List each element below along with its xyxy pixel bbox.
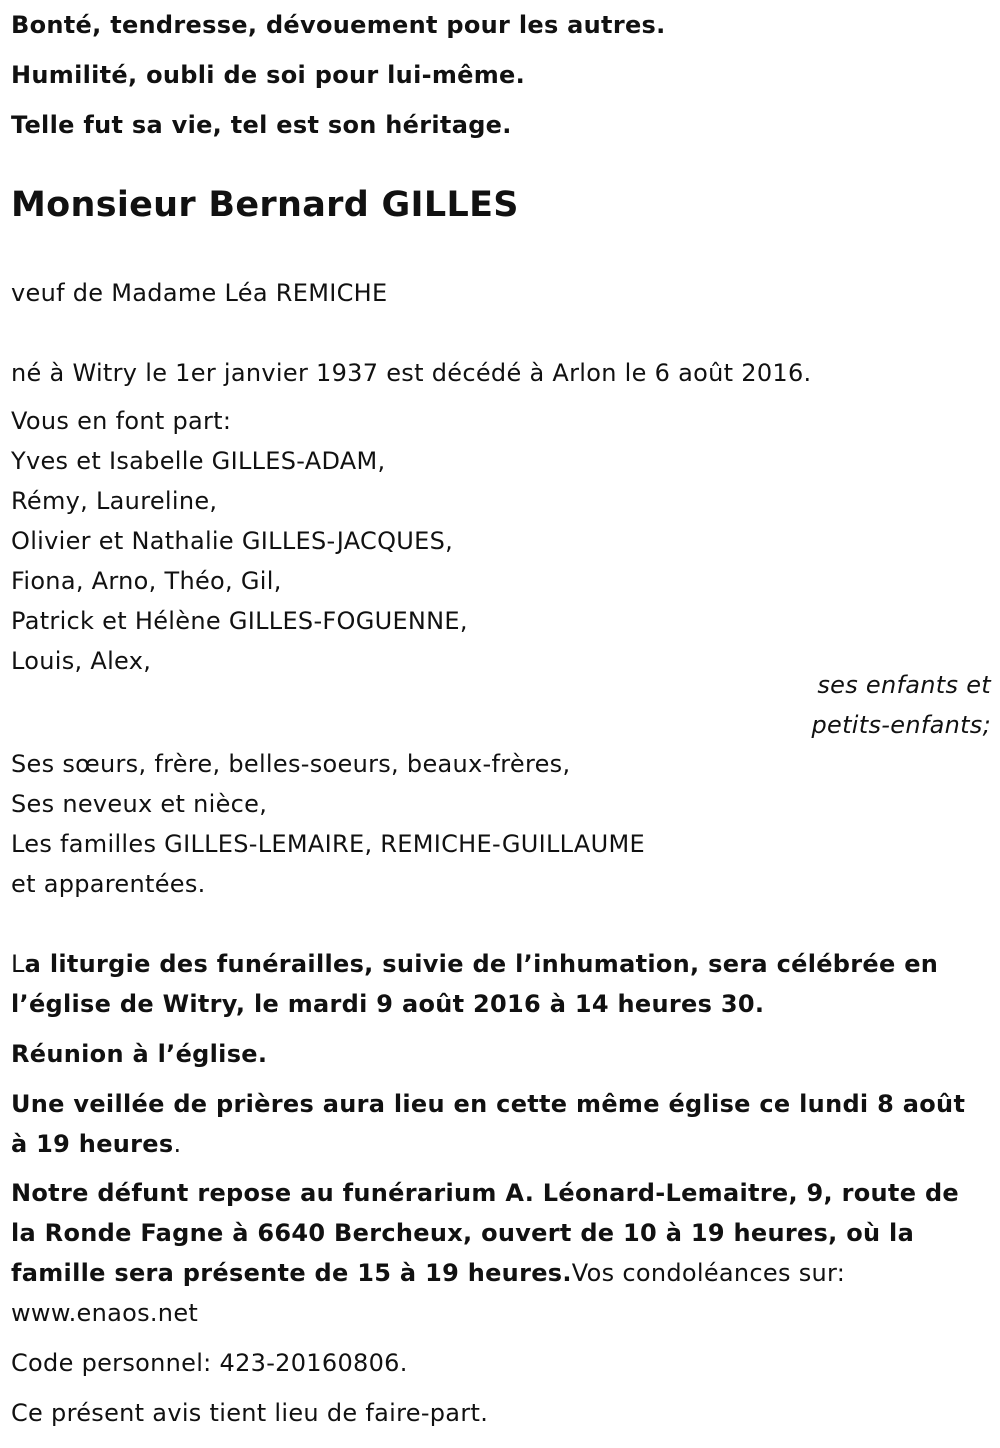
children-role-line-1: ses enfants et — [817, 671, 991, 699]
child-line: Fiona, Arno, Théo, Gil, — [11, 567, 282, 595]
funeral-line-2: l’église de Witry, le mardi 9 août 2016 à 14 heures 30. — [11, 990, 765, 1018]
condolences-label: Vos condoléances sur: — [571, 1259, 846, 1287]
deceased-name: Monsieur Bernard GILLES — [11, 185, 519, 225]
condolences-website[interactable]: www.enaos.net — [11, 1299, 199, 1327]
funeral-initial: L — [11, 950, 25, 978]
widower-of: veuf de Madame Léa REMICHE — [11, 279, 388, 307]
birth-death: né à Witry le 1er janvier 1937 est décédé à Arlon le 6 août 2016. — [11, 359, 812, 387]
funeral-line-1 — [11, 949, 938, 979]
epitaph-line-2: Humilité, oubli de soi pour lui-même. — [11, 61, 526, 89]
child-line: Rémy, Laureline, — [11, 487, 218, 515]
personal-code: Code personnel: 423-20160806. — [11, 1349, 408, 1377]
notice: Ce présent avis tient lieu de faire-part. — [11, 1399, 489, 1427]
child-line: Patrick et Hélène GILLES-FOGUENNE, — [11, 607, 468, 635]
family-line: Ses sœurs, frère, belles-soeurs, beaux-frères, — [11, 750, 571, 778]
family-line: Les familles GILLES-LEMAIRE, REMICHE-GUILLAUME — [11, 830, 645, 858]
family-presence: famille sera présente de 15 à 19 heures. — [11, 1259, 572, 1287]
family-line: et apparentées. — [11, 870, 206, 898]
vigil-line-2 — [11, 1129, 181, 1159]
vigil-line-1: Une veillée de prières aura lieu en cette même église ce lundi 8 août — [11, 1090, 966, 1118]
child-line: Yves et Isabelle GILLES-ADAM, — [11, 447, 386, 475]
announcement-intro: Vous en font part: — [11, 407, 232, 435]
vigil-time: à 19 heures — [11, 1130, 174, 1158]
family-line: Ses neveux et nièce, — [11, 790, 268, 818]
epitaph-line-3: Telle fut sa vie, tel est son héritage. — [11, 111, 512, 139]
meeting: Réunion à l’église. — [11, 1040, 268, 1068]
vigil-period: . — [173, 1130, 182, 1158]
child-line: Olivier et Nathalie GILLES-JACQUES, — [11, 527, 454, 555]
funerarium-line-3 — [11, 1258, 845, 1288]
funeral-text: a liturgie des funérailles, suivie de l’inhumation, sera célébrée en — [24, 950, 939, 978]
child-line: Louis, Alex, — [11, 647, 152, 675]
funerarium-line-1: Notre défunt repose au funérarium A. Léonard-Lemaitre, 9, route de — [11, 1179, 959, 1207]
funerarium-line-2: la Ronde Fagne à 6640 Bercheux, ouvert de 10 à 19 heures, où la — [11, 1219, 915, 1247]
children-role-line-2: petits-enfants; — [811, 711, 991, 739]
epitaph-line-1: Bonté, tendresse, dévouement pour les autres. — [11, 11, 666, 39]
